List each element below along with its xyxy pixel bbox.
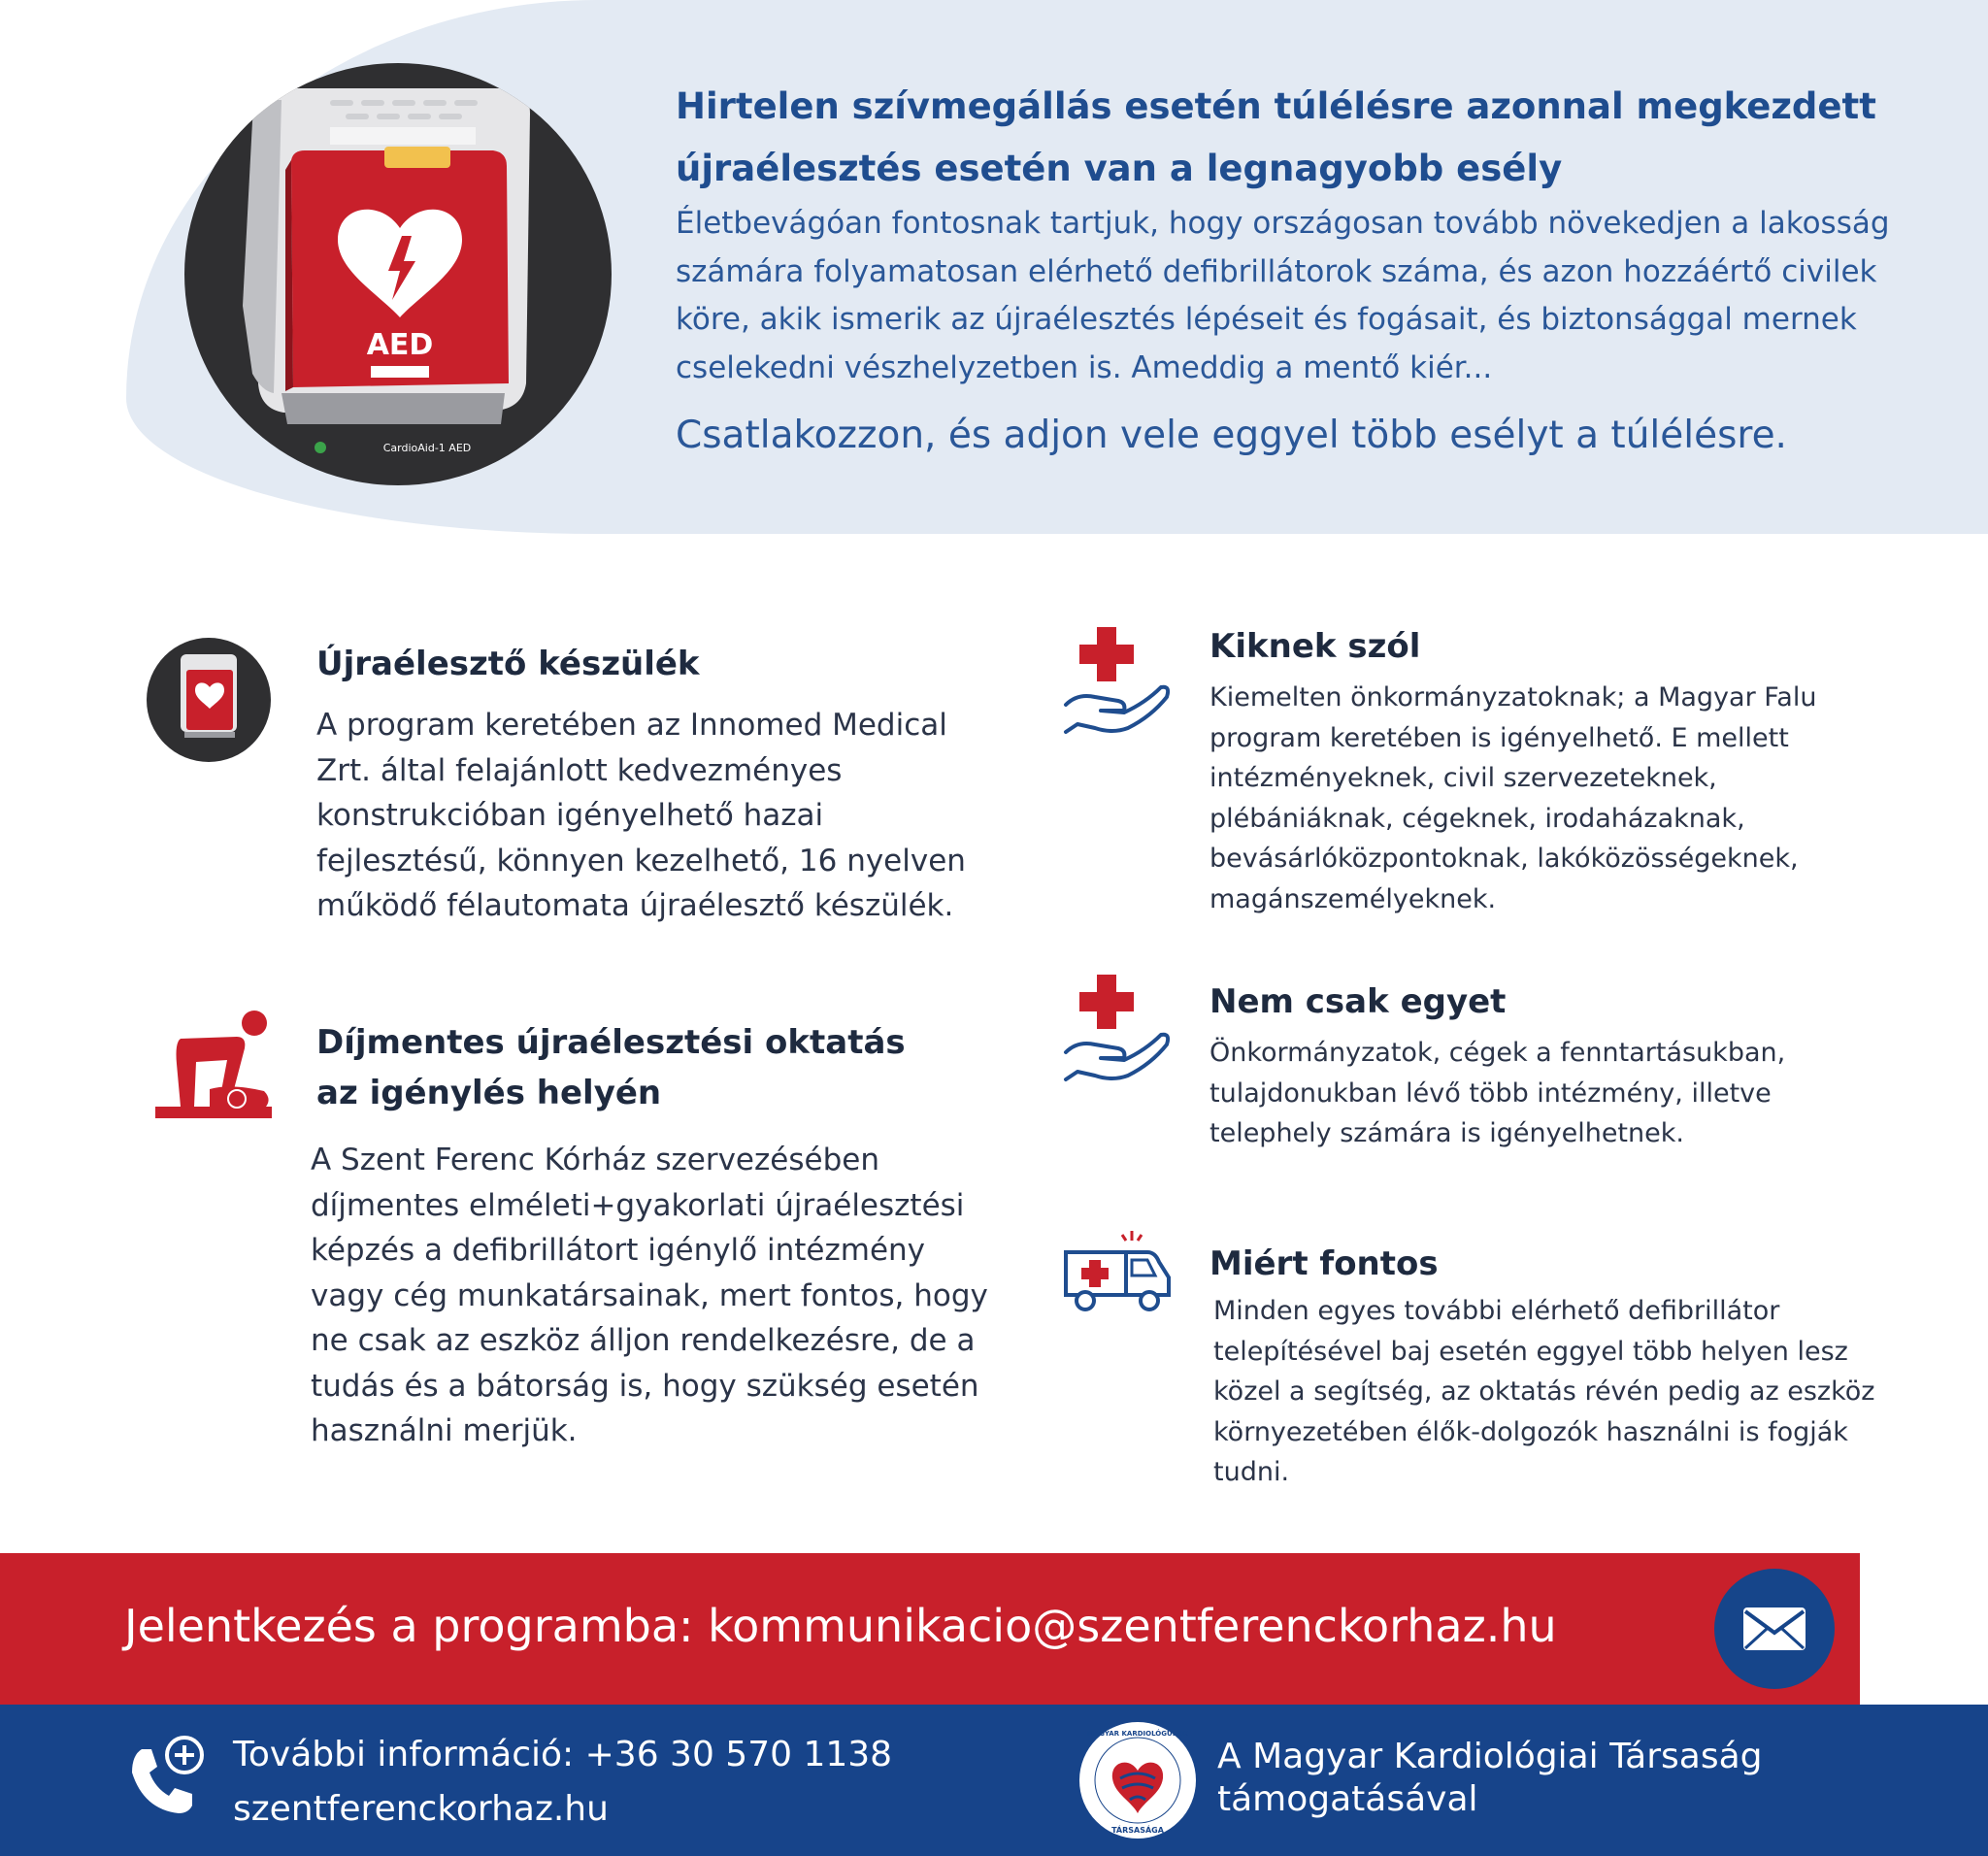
aed-model: CardioAid-1 AED <box>382 442 472 454</box>
logo-text-bottom: TÁRSASÁGA <box>1111 1826 1164 1835</box>
feature-body-device: A program keretében az Innomed Medical Zrt. által felajánlott kedvezményes konstrukcióban igényelhető hazai fejlesztésű, könnyen kezelhető, 16 nyelven működő félautomata újraélesztő készülék. <box>316 708 966 923</box>
feature-title-multiple: Nem csak egyet <box>1209 982 1507 1021</box>
aed-device-image <box>184 63 612 485</box>
cpr-icon <box>151 1010 278 1120</box>
feature-title-training: Díjmentes újraélesztési oktatás az igénylés helyén <box>316 1023 906 1112</box>
phone-plus-icon <box>124 1734 217 1827</box>
feature-title-audience: Kiknek szól <box>1209 627 1421 666</box>
feature-body-multiple: Önkormányzatok, cégek a fenntartásukban, tulajdonukban lévő több intézmény, illetve telephely számára is igényelhetnek. <box>1209 1038 1786 1149</box>
mkt-logo <box>1077 1720 1198 1840</box>
aed-device-icon <box>184 63 612 485</box>
footer-phone: További információ: +36 30 570 1138 <box>233 1735 893 1774</box>
mail-icon <box>1714 1569 1835 1689</box>
hero-cta: Csatlakozzon, és adjon vele eggyel több esélyt a túlélésre. <box>676 414 1787 457</box>
signup-email-link[interactable]: Jelentkezés a programba: kommunikacio@szentferenckorhaz.hu <box>124 1600 1557 1652</box>
aed-thumbnail-icon <box>146 637 272 763</box>
footer-website-link[interactable]: szentferenckorhaz.hu <box>233 1789 609 1829</box>
hero-title: Hirtelen szívmegállás esetén túlélésre azonnal megkezdett újraélesztés esetén van a legnagyobb esély <box>676 85 1876 189</box>
footer-support-line1: A Magyar Kardiológiai Társaság <box>1217 1737 1763 1776</box>
feature-body-audience: Kiemelten önkormányzatoknak; a Magyar Falu program keretében is igényelhető. E mellett intézményeknek, civil szervezeteknek, plébániáknak, cégeknek, irodaházaknak, bevásárlóközpontoknak, lakóközösségeknek, magánszemélyeknek. <box>1209 682 1817 914</box>
feature-title-device: Újraélesztő készülék <box>316 645 700 683</box>
aed-label: AED <box>366 328 434 362</box>
feature-body-training: A Szent Ferenc Kórház szervezésében díjmentes elméleti+gyakorlati újraélesztési képzés a defibrillátort igénylő intézmény vagy cég munkatársainak, mert fontos, hogy ne csak az eszköz álljon rendelkezésre, de a tudás és a bátorság is, hogy szükség esetén használni merjük. <box>311 1143 988 1448</box>
mail-button[interactable] <box>1714 1569 1835 1689</box>
hand-cross-icon <box>1062 623 1171 736</box>
hand-cross-icon-2 <box>1062 971 1171 1083</box>
footer-support-line2: támogatásával <box>1217 1779 1478 1819</box>
feature-title-importance: Miért fontos <box>1209 1244 1439 1283</box>
feature-body-importance: Minden egyes további elérhető defibrillátor telepítésével baj esetén eggyel több helyen lesz közel a segítség, az oktatás révén pedig az eszköz környezetében élők-dolgozók használni is fogják tudni. <box>1213 1296 1875 1488</box>
ambulance-icon <box>1062 1229 1175 1316</box>
logo-text-top: MAGYAR KARDIOLÓGUSOK <box>1086 1730 1189 1738</box>
hero-body: Életbevágóan fontosnak tartjuk, hogy országosan tovább növekedjen a lakosság számára folyamatosan elérhető defibrillátorok száma, és azon hozzáértő civilek köre, akik ismerik az újraélesztés lépéseit és fogásait, és biztonsággal mernek cselekedni vészhelyzetben is. Ameddig a mentő kiér... <box>676 206 1890 385</box>
